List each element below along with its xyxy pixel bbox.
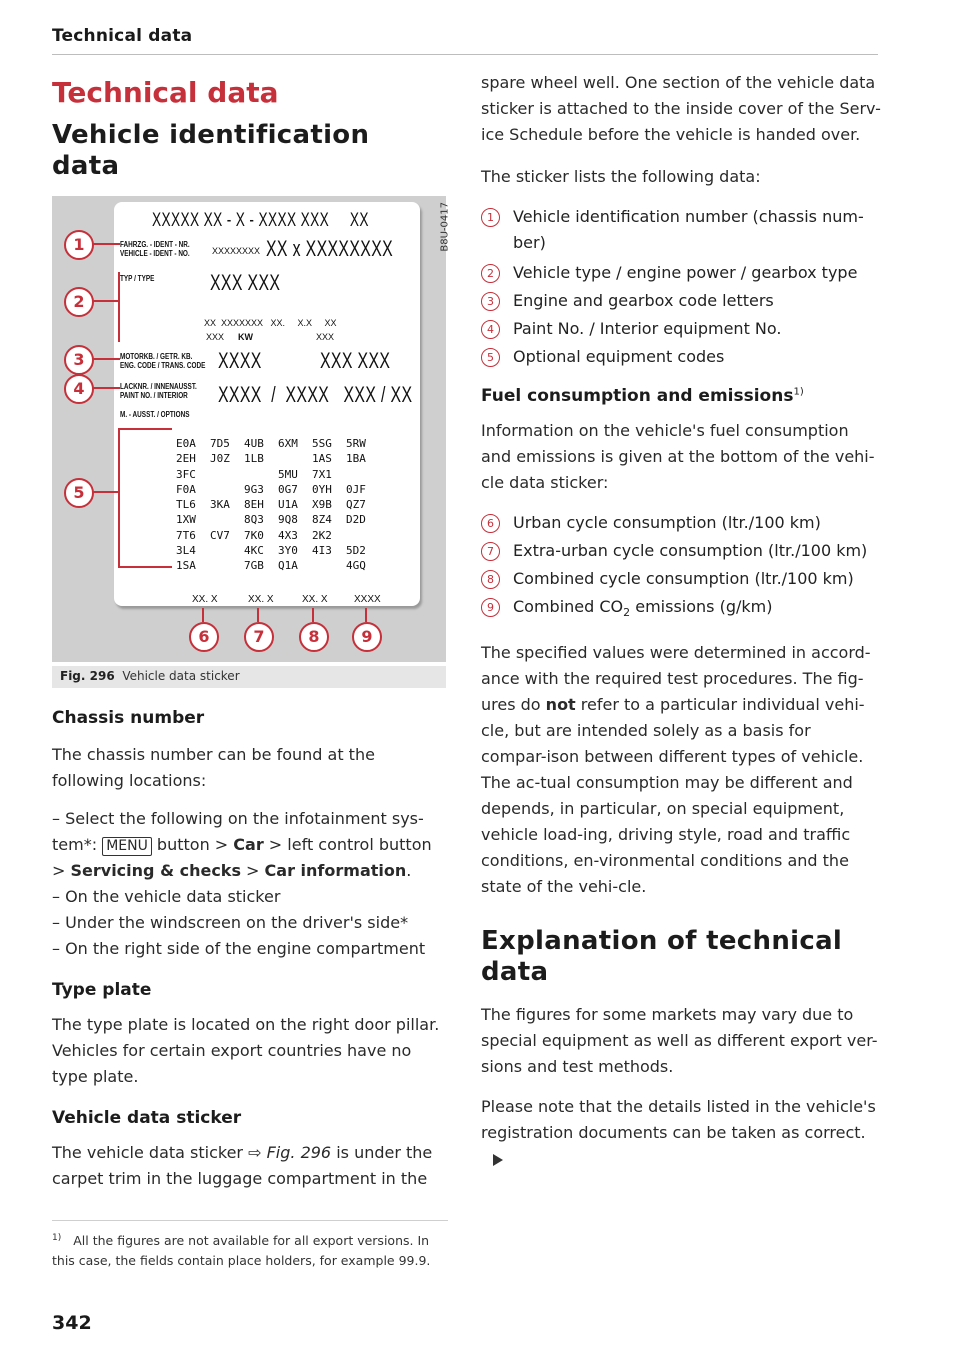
sticker-options-grid bbox=[176, 436, 380, 574]
option-code: 4I3 bbox=[312, 544, 332, 558]
option-code: 0YH bbox=[312, 482, 332, 496]
callout-1: 1 bbox=[64, 230, 94, 260]
sticker-line4: XX XXXXXXX XX. X.X XX bbox=[204, 318, 337, 328]
explanation-heading: Explanation of technical data bbox=[481, 926, 843, 988]
header-rule bbox=[52, 54, 878, 55]
list-item bbox=[481, 260, 881, 286]
list-item-text: Vehicle type / engine power / gearbox type bbox=[513, 263, 858, 282]
chassis-item-1-end: . bbox=[406, 861, 412, 880]
sticker-bottom-7: XX. X bbox=[248, 594, 274, 605]
option-code: 0G7 bbox=[278, 482, 298, 496]
callout-line-4 bbox=[92, 387, 120, 389]
option-code: 4KC bbox=[244, 544, 264, 558]
list-item-text: Optional equipment codes bbox=[513, 347, 725, 366]
chassis-item-1-carinfo: Car information bbox=[264, 861, 407, 880]
sticker-label-type: TYP / TYPE bbox=[120, 274, 155, 283]
option-code: 5MU bbox=[278, 467, 298, 481]
spec-paragraph bbox=[481, 640, 881, 900]
sticker-line2-small: XXXXXXXX bbox=[212, 246, 261, 256]
option-row bbox=[176, 543, 380, 558]
option-code: 7K0 bbox=[244, 528, 264, 542]
option-row bbox=[176, 451, 380, 466]
chassis-item-sticker: – On the vehicle data sticker bbox=[52, 887, 281, 906]
right-paragraph-2: The sticker lists the following data: bbox=[481, 167, 761, 186]
list-item bbox=[481, 594, 881, 626]
menu-key: MENU bbox=[102, 837, 152, 856]
option-code: F0A bbox=[176, 482, 196, 496]
callout-bracket-5 bbox=[118, 428, 120, 566]
fuel-heading-text: Fuel consumption and emissions bbox=[481, 386, 794, 406]
sticker-line5c: XXX bbox=[316, 332, 335, 342]
callout-line-7 bbox=[257, 608, 259, 622]
co2-subscript: 2 bbox=[623, 606, 631, 620]
option-code: 3Y0 bbox=[278, 544, 298, 558]
footnote-mark: 1) bbox=[52, 1233, 62, 1243]
spec-pre: The specified values were determined in accord-ance with the required test procedures. The fig-ures do bbox=[481, 643, 871, 715]
sticker-line1: XXXXX XX - X - XXXX XXX XX bbox=[152, 210, 369, 231]
num-3: 3 bbox=[481, 292, 500, 311]
option-code: U1A bbox=[278, 498, 298, 512]
option-code: 7GB bbox=[244, 559, 264, 573]
option-code: QZ7 bbox=[346, 498, 366, 512]
callout-3: 3 bbox=[64, 345, 94, 375]
num-9: 9 bbox=[481, 598, 500, 617]
fig-ref-link[interactable]: Fig. 296 bbox=[266, 1143, 332, 1162]
option-code: 2K2 bbox=[312, 528, 332, 542]
sticker-line5b: KW bbox=[238, 332, 253, 342]
option-code: 1LB bbox=[244, 452, 264, 466]
option-code: 1XW bbox=[176, 513, 196, 527]
co2-text-post: emissions (g/km) bbox=[630, 597, 773, 616]
sticker bbox=[114, 202, 420, 606]
chassis-item-1-servicing: Servicing & checks bbox=[70, 861, 241, 880]
sticker-line2-big: XX x XXXXXXXX bbox=[266, 236, 394, 261]
list-item bbox=[481, 538, 881, 564]
num-4: 4 bbox=[481, 320, 500, 339]
option-code: Q1A bbox=[278, 559, 298, 573]
option-code: 4UB bbox=[244, 437, 264, 450]
callout-7: 7 bbox=[244, 622, 274, 652]
callout-5: 5 bbox=[64, 478, 94, 508]
callout-bracket-5-bottom bbox=[118, 566, 172, 568]
spec-post: refer to a particular individual vehi-cle, but are intended solely as a basis for compar-ison between different types of vehicle. The ac-tual consumption may be different and depends, in particular, on special equipment, vehicle load-ing, driving style, road and traffic conditions, en-vironmental conditions and the state of the vehi-cle. bbox=[481, 695, 865, 897]
list-item-text: Extra-urban cycle consumption (ltr./100 km) bbox=[513, 541, 868, 560]
fuel-heading bbox=[481, 386, 881, 406]
continue-arrow-icon bbox=[493, 1154, 503, 1166]
option-code: D2D bbox=[346, 513, 366, 527]
num-7: 7 bbox=[481, 542, 500, 561]
sticker-label-engine: MOTORKB. / GETR. KB. ENG. CODE / TRANS. CODE bbox=[120, 352, 206, 370]
option-code: 8EH bbox=[244, 498, 264, 512]
option-code: CV7 bbox=[210, 528, 230, 542]
callout-line-9 bbox=[365, 608, 367, 622]
option-code: 1SA bbox=[176, 559, 196, 573]
sticker-bottom-8: XX. X bbox=[302, 594, 328, 605]
type-plate-text: The type plate is located on the right door pillar. Vehicles for certain export countries have no type plate. bbox=[52, 1015, 440, 1086]
option-code: 4GQ bbox=[346, 559, 366, 573]
option-code: J0Z bbox=[210, 452, 230, 466]
list-item bbox=[481, 288, 881, 314]
option-code: 2EH bbox=[176, 452, 196, 466]
option-code: 9G3 bbox=[244, 482, 264, 496]
list-item-text: Combined cycle consumption (ltr./100 km) bbox=[513, 569, 854, 588]
footnote-rule bbox=[52, 1220, 448, 1221]
option-row bbox=[176, 436, 380, 451]
left-column-body bbox=[52, 708, 448, 1192]
list-item-text: Urban cycle consumption (ltr./100 km) bbox=[513, 513, 821, 532]
option-row bbox=[176, 528, 380, 543]
option-row bbox=[176, 512, 380, 527]
chassis-heading: Chassis number bbox=[52, 708, 205, 728]
option-code: 0JF bbox=[346, 482, 366, 496]
callout-4: 4 bbox=[64, 374, 94, 404]
caption-text: Vehicle data sticker bbox=[122, 669, 240, 683]
right-column bbox=[481, 70, 881, 1172]
chassis-item-1-mid3: > bbox=[240, 861, 265, 880]
sticker-line3: XXX XXX bbox=[210, 270, 281, 295]
figure-code: B8U-0417 bbox=[440, 202, 451, 252]
option-code: X9B bbox=[312, 498, 332, 512]
right-paragraph-1: spare wheel well. One section of the vehicle data sticker is attached to the inside cover of the Serv-ice Schedule before the vehicle is handed over. bbox=[481, 73, 881, 144]
list-item bbox=[481, 344, 881, 370]
option-row bbox=[176, 467, 380, 482]
num-2: 2 bbox=[481, 264, 500, 283]
option-code: 7X1 bbox=[312, 467, 332, 481]
caption-number: Fig. 296 bbox=[60, 669, 115, 683]
type-plate-heading: Type plate bbox=[52, 980, 152, 1000]
list-item-text: Engine and gearbox code letters bbox=[513, 291, 774, 310]
option-code: 8Q3 bbox=[244, 513, 264, 527]
num-1: 1 bbox=[481, 208, 500, 227]
option-code: 5RW bbox=[346, 437, 366, 450]
explanation-paragraph-2 bbox=[481, 1094, 881, 1172]
sticker-heading: Vehicle data sticker bbox=[52, 1108, 242, 1128]
sticker-text bbox=[52, 1140, 448, 1192]
option-row bbox=[176, 558, 380, 573]
spec-bold: not bbox=[545, 695, 576, 715]
callout-9: 9 bbox=[352, 622, 382, 652]
sticker-line6a: XXXX bbox=[218, 348, 262, 373]
option-code: TL6 bbox=[176, 498, 196, 512]
list-item bbox=[481, 566, 881, 592]
explanation-paragraph-2-text: Please note that the details listed in the vehicle's registration documents can be taken as correct. bbox=[481, 1097, 876, 1143]
sticker-bottom-9: XXXX bbox=[354, 594, 381, 605]
callout-6: 6 bbox=[189, 622, 219, 652]
fuel-text: Information on the vehicle's fuel consumption and emissions is given at the bottom of the vehi-cle data sticker: bbox=[481, 421, 875, 492]
sticker-text-post: is under the carpet trim in the luggage compartment in the bbox=[52, 1143, 433, 1188]
option-code: 3L4 bbox=[176, 544, 196, 558]
sticker-label-options: M. - AUSST. / OPTIONS bbox=[120, 410, 190, 419]
option-code: 1AS bbox=[312, 452, 332, 466]
num-6: 6 bbox=[481, 514, 500, 533]
chassis-item-infotainment bbox=[52, 806, 448, 884]
callout-8: 8 bbox=[299, 622, 329, 652]
section-subtitle: Vehicle identification data bbox=[52, 120, 370, 181]
explanation-paragraph-1: The figures for some markets may vary due to special equipment as well as different export ver-sions and test methods. bbox=[481, 1005, 878, 1077]
fuel-heading-sup: 1) bbox=[793, 386, 804, 398]
sticker-bottom-6: XX. X bbox=[192, 594, 218, 605]
callout-bracket-5-top bbox=[118, 428, 172, 430]
chassis-item-windscreen: – Under the windscreen on the driver's side* bbox=[52, 913, 409, 932]
option-code: 4X3 bbox=[278, 528, 298, 542]
chassis-item-1-car: Car bbox=[233, 835, 264, 854]
sticker-label-paint: LACKNR. / INNENAUSST. PAINT NO. / INTERIOR bbox=[120, 382, 197, 400]
chassis-intro: The chassis number can be found at the following locations: bbox=[52, 745, 375, 790]
option-code: 3FC bbox=[176, 467, 196, 481]
option-code: 6XM bbox=[278, 437, 298, 450]
num-5: 5 bbox=[481, 348, 500, 367]
sticker-text-pre: The vehicle data sticker ⇨ bbox=[52, 1143, 267, 1162]
figure-caption bbox=[52, 666, 446, 688]
callout-line-5 bbox=[92, 491, 118, 493]
footnote-text: All the figures are not available for all export versions. In this case, the fields contain place holders, for example 99.9. bbox=[52, 1233, 431, 1269]
callout-line-8 bbox=[312, 608, 314, 622]
left-column-top bbox=[52, 70, 448, 182]
sticker-data-list bbox=[481, 204, 881, 370]
callout-2: 2 bbox=[64, 287, 94, 317]
chassis-item-engine: – On the right side of the engine compartment bbox=[52, 939, 426, 958]
sticker-line6b: XXX XXX bbox=[320, 348, 391, 373]
option-code: 7T6 bbox=[176, 528, 196, 542]
chassis-item-1-text: – Select the following on the infotainment sys-tem*: bbox=[52, 809, 424, 854]
page-number: 342 bbox=[52, 1312, 92, 1334]
chassis-item-1-mid2: > left control button > bbox=[52, 835, 432, 880]
option-code: 3KA bbox=[210, 498, 230, 512]
option-row bbox=[176, 497, 380, 512]
option-code: E0A bbox=[176, 437, 196, 450]
sticker-line7: XXXX / XXXX XXX / XX bbox=[218, 382, 413, 407]
callout-line-2 bbox=[92, 300, 118, 302]
callout-line-6 bbox=[202, 608, 204, 622]
option-code: 5D2 bbox=[346, 544, 366, 558]
option-code: 8Z4 bbox=[312, 513, 332, 527]
figure-vehicle-data-sticker bbox=[52, 196, 451, 662]
co2-text-pre: Combined CO bbox=[513, 597, 624, 616]
callout-line-1 bbox=[92, 243, 120, 245]
option-code: 9Q8 bbox=[278, 513, 298, 527]
list-item-text: Vehicle identification number (chassis num-ber) bbox=[513, 207, 864, 252]
running-header: Technical data bbox=[52, 26, 193, 46]
callout-bracket-2 bbox=[118, 272, 120, 342]
section-title: Technical data bbox=[52, 76, 279, 109]
fuel-list bbox=[481, 510, 881, 626]
list-item-text: Paint No. / Interior equipment No. bbox=[513, 319, 782, 338]
callout-line-3 bbox=[92, 358, 120, 360]
option-row bbox=[176, 482, 380, 497]
list-item bbox=[481, 204, 881, 256]
num-8: 8 bbox=[481, 570, 500, 589]
list-item bbox=[481, 316, 881, 342]
footnote bbox=[52, 1228, 448, 1271]
chassis-item-1-mid: button > bbox=[151, 835, 234, 854]
list-item bbox=[481, 510, 881, 536]
sticker-line5a: XXX bbox=[206, 332, 225, 342]
option-code: 7D5 bbox=[210, 437, 230, 450]
option-code: 1BA bbox=[346, 452, 366, 466]
option-code: 5SG bbox=[312, 437, 332, 450]
sticker-label-vin: FAHRZG. - IDENT - NR. VEHICLE - IDENT - NO. bbox=[120, 240, 190, 258]
